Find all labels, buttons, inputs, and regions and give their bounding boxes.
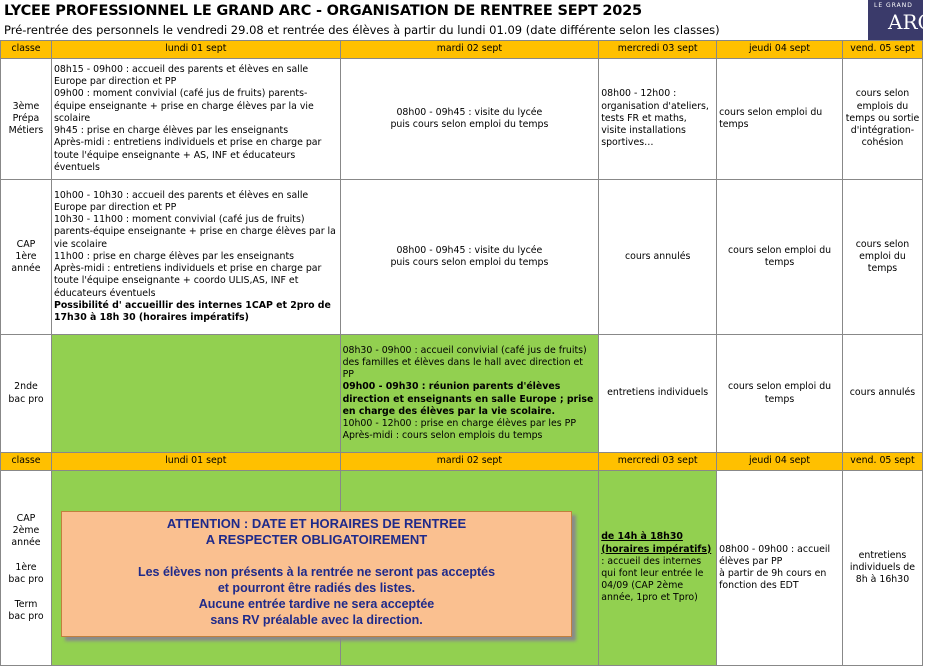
col-header-mercredi: mercredi 03 sept bbox=[599, 453, 717, 471]
col-header-jeudi: jeudi 04 sept bbox=[717, 453, 843, 471]
header-row-repeat bbox=[1, 453, 923, 471]
class-cell: CAP 2ème année 1ère bac pro Term bac pro bbox=[1, 471, 52, 666]
mercredi-cell: 08h00 - 12h00 : organisation d'ateliers, tests FR et maths, visite installations sportives… bbox=[599, 59, 717, 180]
notice-heading: ATTENTION : DATE ET HORAIRES DE RENTREE A RESPECTER OBLIGATOIREMENT bbox=[166, 516, 467, 547]
col-header-mercredi: mercredi 03 sept bbox=[599, 41, 717, 59]
page-title: LYCEE PROFESSIONNEL LE GRAND ARC - ORGANISATION DE RENTREE SEPT 2025 bbox=[4, 3, 642, 19]
vendredi-cell: cours annulés bbox=[842, 335, 922, 453]
table-row-2nde-bacpro bbox=[1, 335, 923, 453]
col-header-classe: classe bbox=[1, 41, 52, 59]
col-header-jeudi: jeudi 04 sept bbox=[717, 41, 843, 59]
vendredi-cell: entretiens individuels de 8h à 16h30 bbox=[842, 471, 922, 666]
school-logo bbox=[868, 0, 933, 42]
vendredi-cell: cours selon emploi du temps bbox=[842, 180, 922, 335]
col-header-vendredi: vend. 05 sept bbox=[842, 453, 922, 471]
col-header-lundi: lundi 01 sept bbox=[51, 453, 340, 471]
jeudi-cell: cours selon emploi du temps bbox=[717, 335, 843, 453]
mercredi-cell: de 14h à 18h30 (horaires impératifs) : accueil des internes qui font leur entrée le 04/09 (CAP 2ème année, 1pro et Tpro) bbox=[599, 471, 717, 666]
lundi-cell: 08h15 - 09h00 : accueil des parents et élèves en salle Europe par direction et PP 09h00 : moment convivial (café jus de fruits) parents-équipe enseignante + prise en charge élèves par la vie scolaire 9h45 : prise en charge élèves par les enseignants Après-midi : entretiens individuels et prise en charge par toute l'équipe enseignante + AS, INF et éducateurs éventuels bbox=[51, 59, 340, 180]
class-cell: 2nde bac pro bbox=[1, 335, 52, 453]
notice-body: Les élèves non présents à la rentrée ne seront pas acceptés et pourront être radiés des listes. Aucune entrée tardive ne sera acceptée sans RV préalable avec la direction. bbox=[137, 565, 496, 627]
col-header-classe: classe bbox=[1, 453, 52, 471]
lundi-cell: 10h00 - 10h30 : accueil des parents et élèves en salle Europe par direction et PP 10h30 - 11h00 : moment convivial (café jus de fruits) parents-équipe enseignante + prise en charge élèves par la vie scolaire 11h00 : prise en charge élèves par les enseignants Après-midi : entretiens individuels et prise en charge par toute l'équipe enseignante + coordo ULIS,AS, INF et éducateurs éventuels Possibilité d' accueillir des internes 1CAP et 2pro de 17h30 à 18h 30 (horaires impératifs) bbox=[51, 180, 340, 335]
attention-notice bbox=[61, 511, 572, 637]
table-row-3eme-prepa bbox=[1, 59, 923, 180]
page-subtitle: Pré-rentrée des personnels le vendredi 29.08 et rentrée des élèves à partir du lundi 01.09 (date différente selon les classes) bbox=[4, 23, 720, 37]
col-header-lundi: lundi 01 sept bbox=[51, 41, 340, 59]
logo-main-text: ARC bbox=[888, 10, 933, 34]
col-header-mardi: mardi 02 sept bbox=[340, 41, 599, 59]
mercredi-cell: cours annulés bbox=[599, 180, 717, 335]
table-row-cap-1ere bbox=[1, 180, 923, 335]
col-header-vendredi: vend. 05 sept bbox=[842, 41, 922, 59]
mardi-cell: 08h00 - 09h45 : visite du lycée puis cours selon emploi du temps bbox=[340, 180, 599, 335]
jeudi-cell: 08h00 - 09h00 : accueil élèves par PP à partir de 9h cours en fonction des EDT bbox=[717, 471, 843, 666]
col-header-mardi: mardi 02 sept bbox=[340, 453, 599, 471]
header-row bbox=[1, 41, 923, 59]
jeudi-cell: cours selon emploi du temps bbox=[717, 180, 843, 335]
jeudi-cell: cours selon emploi du temps bbox=[717, 59, 843, 180]
class-cell: 3ème Prépa Métiers bbox=[1, 59, 52, 180]
lundi-cell-empty bbox=[51, 335, 340, 453]
mardi-cell: 08h30 - 09h00 : accueil convivial (café jus de fruits) des familles et élèves dans le hall avec direction et PP 09h00 - 09h30 : réunion parents d'élèves direction et enseignants en salle Europe ; prise en charge des élèves par la vie scolaire. 10h00 - 12h00 : prise en charge élèves par les PP Après-midi : cours selon emplois du temps bbox=[340, 335, 599, 453]
class-cell: CAP 1ère année bbox=[1, 180, 52, 335]
vendredi-cell: cours selon emplois du temps ou sortie d'intégration-cohésion bbox=[842, 59, 922, 180]
logo-top-text: LE GRAND bbox=[874, 2, 913, 9]
mardi-cell: 08h00 - 09h45 : visite du lycée puis cours selon emploi du temps bbox=[340, 59, 599, 180]
mercredi-cell: entretiens individuels bbox=[599, 335, 717, 453]
